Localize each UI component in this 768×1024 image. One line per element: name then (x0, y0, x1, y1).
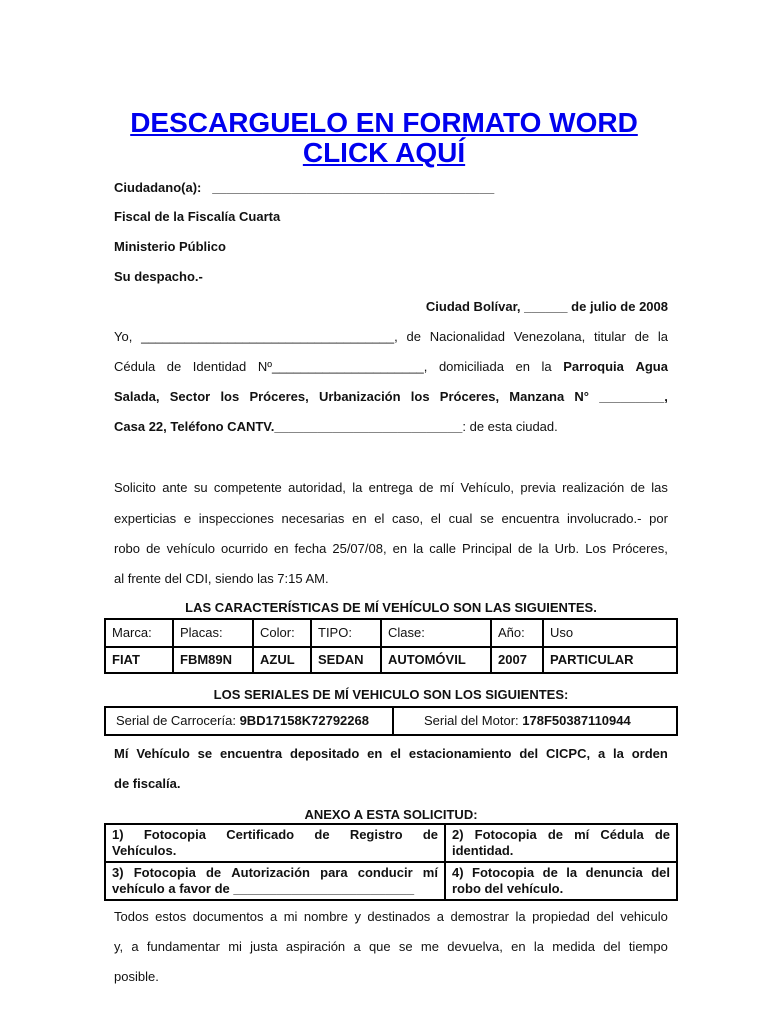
word: mi (283, 909, 298, 924)
word: domiciliada (438, 359, 504, 374)
date-day-blank: ______ (524, 299, 568, 314)
word: la (533, 939, 545, 954)
id-blank: Nº_____________________, (257, 359, 428, 374)
value-cell-placas: FBM89N (173, 647, 253, 673)
word: se (480, 511, 494, 526)
deposit-line-1 (114, 746, 668, 762)
word: robo (114, 541, 141, 556)
closing-line-1 (114, 909, 668, 925)
word: de (634, 329, 650, 344)
header-cell-placas: Placas: (173, 619, 253, 647)
word: Fotocopia (472, 865, 535, 880)
ciudadano-line (114, 180, 668, 196)
word: a (131, 939, 139, 954)
header-cell-tipo: TIPO: (311, 619, 381, 647)
word: e (183, 511, 192, 526)
serials-table (104, 706, 678, 736)
word: estos (155, 909, 187, 924)
word: la (566, 865, 578, 880)
word: la (413, 541, 424, 556)
word: Mí (114, 746, 129, 761)
word: a (597, 746, 606, 761)
word: Urb. (554, 541, 580, 556)
word: N° (574, 389, 589, 404)
word: de (205, 865, 222, 880)
word: del (519, 746, 539, 761)
anexo-table (104, 823, 678, 901)
word: de (517, 541, 533, 556)
anexo-item-1-line-2: Vehículos. (112, 843, 177, 858)
word: depositado (289, 746, 360, 761)
word: competente (213, 480, 282, 495)
word: Los (585, 541, 607, 556)
word: la (613, 746, 624, 761)
deposit-line-2: de fiscalía. (114, 776, 181, 791)
value-cell-ano: 2007 (491, 647, 543, 673)
phone-line: Casa 22, Teléfono CANTV.__________________________ (114, 419, 463, 434)
word: Principal (462, 541, 512, 556)
word: en (352, 511, 367, 526)
word: previa (520, 480, 556, 495)
word: mí (574, 827, 590, 842)
anexo-row-2 (105, 862, 677, 900)
word: titular (594, 329, 626, 344)
word: en (392, 541, 408, 556)
word: de (314, 827, 330, 842)
word: en (515, 359, 530, 374)
word: Registro (349, 827, 403, 842)
word: en (367, 746, 383, 761)
word: de (547, 827, 564, 842)
word: justa (250, 939, 278, 954)
word: devuelva, (447, 939, 503, 954)
anexo-item-2-line-2: identidad. (452, 843, 514, 858)
word: Nacionalidad (429, 329, 505, 344)
date-city: Ciudad Bolívar, (425, 299, 521, 314)
word: aspiración (285, 939, 346, 954)
word: estacionamiento (408, 746, 512, 761)
serials-section-title: LOS SERIALES DE MÍ VEHICULO SON LOS SIGUIENTES: (213, 687, 569, 702)
word: vehículo (166, 541, 215, 556)
word: conducir (357, 865, 413, 880)
word: inspecciones (198, 511, 274, 526)
word: involucrado.- (567, 511, 642, 526)
word: 3) (112, 865, 124, 880)
anexo-item-4-line-1 (452, 865, 670, 881)
word: experticias (114, 511, 177, 526)
word: la (515, 909, 526, 924)
serials-row (105, 707, 677, 735)
value-cell-color: AZUL (253, 647, 311, 673)
p1-line-3 (114, 389, 668, 405)
word: calle (429, 541, 457, 556)
word: Venezolana, (513, 329, 586, 344)
vehicle-section-title: LAS CARACTERÍSTICAS DE MÍ VEHÍCULO SON LAS SIGUIENTES. (185, 600, 597, 615)
word: y (354, 909, 361, 924)
vehicle-table (104, 618, 678, 674)
anexo-item-3 (105, 862, 445, 900)
word: y, (114, 939, 124, 954)
p1-line-2 (114, 359, 668, 375)
anexo-item-2 (445, 824, 677, 862)
word: los (220, 389, 240, 404)
anexo-item-2-line-1 (452, 827, 670, 843)
fiscal-line: Fiscal de la Fiscalía Cuarta (114, 209, 281, 224)
word: medida (552, 939, 595, 954)
word: cual (448, 511, 473, 526)
closing-line-2 (114, 939, 668, 955)
serial-carroceria-cell (105, 707, 393, 735)
anexo-item-3-line-1 (112, 865, 438, 881)
word: de (630, 480, 645, 495)
word: entrega (368, 480, 413, 495)
word: Salada, (114, 389, 160, 404)
word: la (541, 359, 552, 374)
word: Urbanización (318, 389, 401, 404)
word: CICPC, (546, 746, 591, 761)
word: a (270, 909, 278, 924)
word: de (406, 329, 421, 344)
header-cell-marca: Marca: (105, 619, 173, 647)
word: documentos (192, 909, 264, 924)
word: demostrar (450, 909, 510, 924)
header-cell-clase: Clase: (381, 619, 491, 647)
word: mí (439, 480, 455, 495)
word: el (390, 746, 402, 761)
date-month-year: de julio de 2008 (571, 299, 668, 314)
word: el (430, 511, 441, 526)
word: se (197, 746, 213, 761)
word: orden (631, 746, 668, 761)
header-cell-color: Color: (253, 619, 311, 647)
ciudadano-label: Ciudadano(a): (114, 180, 202, 195)
closing-line-3: posible. (114, 969, 159, 984)
click-here-link[interactable]: CLICK AQUÍ (302, 137, 466, 168)
word: Solicito (114, 480, 156, 495)
word: encuentra (501, 511, 560, 526)
word: denuncia (585, 865, 643, 880)
p1-line-4 (114, 419, 668, 435)
word: Yo, (114, 329, 133, 344)
word: la (352, 480, 363, 495)
word: a (353, 939, 361, 954)
word: ante (162, 480, 188, 495)
word: para (320, 865, 348, 880)
word: caso, (392, 511, 424, 526)
word: nombre (303, 909, 348, 924)
anexo-title: ANEXO A ESTA SOLICITUD: (304, 807, 478, 822)
vehicle-header-row (105, 619, 677, 647)
word: tiempo (628, 939, 668, 954)
word: de (166, 359, 182, 374)
ciudadano-blank: _______________________________________ (212, 180, 495, 195)
word: a (436, 909, 445, 924)
serial-motor-cell (393, 707, 677, 735)
word: Fotocopia (143, 827, 206, 842)
value-cell-uso: PARTICULAR (543, 647, 677, 673)
word: se (398, 939, 413, 954)
word: propiedad (532, 909, 590, 924)
word: el (374, 511, 385, 526)
word: mi (228, 939, 242, 954)
value-cell-clase: AUTOMÓVIL (381, 647, 491, 673)
anexo-item-1 (105, 824, 445, 862)
word: Vehículo, (460, 480, 515, 495)
word: necesarias (281, 511, 345, 526)
word: encuentra (219, 746, 283, 761)
p1-line-1 (114, 329, 668, 345)
word: Agua (635, 359, 668, 374)
serial-carroceria-value: 9BD17158K72792268 (239, 713, 369, 728)
word: Fotocopia (474, 827, 537, 842)
anexo-row-1 (105, 824, 677, 862)
date-line (114, 299, 668, 315)
word: Todos (114, 909, 149, 924)
manzana-blank: _________, (599, 389, 668, 404)
word: por (649, 511, 668, 526)
word: Próceres, (439, 389, 500, 404)
word: de (542, 865, 558, 880)
word: la (657, 329, 668, 344)
word: 25/07/08, (332, 541, 387, 556)
serial-motor-value: 178F50387110944 (522, 713, 631, 728)
word: destinados (367, 909, 431, 924)
value-cell-tipo: SEDAN (311, 647, 381, 673)
word: del (603, 939, 621, 954)
word: : de esta ciudad. (462, 419, 558, 434)
despacho-line: Su despacho.- (114, 269, 203, 284)
word: 4) (452, 865, 464, 880)
word: Certificado (226, 827, 295, 842)
word: Manzana (509, 389, 565, 404)
word: autoridad, (288, 480, 346, 495)
word: Próceres, (249, 389, 309, 404)
ministerio-line: Ministerio Público (114, 239, 226, 254)
word: de (419, 480, 434, 495)
anexo-item-3-line-2: vehículo a favor de _________________________ (112, 881, 415, 896)
download-word-link[interactable]: DESCARGUELO EN FORMATO WORD (130, 107, 638, 138)
word: que (368, 939, 391, 954)
word: me (420, 939, 439, 954)
word: de (422, 827, 438, 842)
word: los (410, 389, 430, 404)
serial-carroceria-label: Serial de Carrocería: (116, 713, 236, 728)
p2-line-3 (114, 541, 668, 557)
word: Próceres, (612, 541, 668, 556)
word: fundamentar (146, 939, 220, 954)
word: ocurrido (221, 541, 268, 556)
word: la (538, 541, 549, 556)
vehicle-value-row (105, 647, 677, 673)
value-cell-marca: FIAT (105, 647, 173, 673)
word: su (193, 480, 208, 495)
word: 2) (452, 827, 464, 842)
word: en (511, 939, 526, 954)
name-blank: ___________________________________, (141, 329, 398, 344)
word: de (146, 541, 161, 556)
serial-motor-label: Serial del Motor: (424, 713, 519, 728)
word: vehiculo (620, 909, 668, 924)
word: Fotocopia (133, 865, 196, 880)
anexo-item-4 (445, 862, 677, 900)
header-cell-uso: Uso (543, 619, 677, 647)
word: Parroquia (563, 359, 624, 374)
word: las (651, 480, 668, 495)
word: Cédula (114, 359, 156, 374)
word: Identidad (192, 359, 247, 374)
word: del (651, 865, 670, 880)
word: 1) (112, 827, 124, 842)
word: Cédula (600, 827, 644, 842)
p2-line-2 (114, 511, 668, 527)
anexo-item-1-line-1 (112, 827, 438, 843)
word: realización (562, 480, 625, 495)
header-cell-ano: Año: (491, 619, 543, 647)
word: en (274, 541, 289, 556)
word: mí (422, 865, 438, 880)
word: Vehículo (136, 746, 190, 761)
p2-line-1 (114, 480, 668, 496)
word: Sector (169, 389, 211, 404)
p2-line-4: al frente del CDI, siendo las 7:15 AM. (114, 571, 329, 586)
anexo-item-4-line-2: robo del vehículo. (452, 881, 564, 896)
word: Autorización (231, 865, 310, 880)
word: de (654, 827, 670, 842)
word: fecha (294, 541, 327, 556)
word: del (596, 909, 614, 924)
